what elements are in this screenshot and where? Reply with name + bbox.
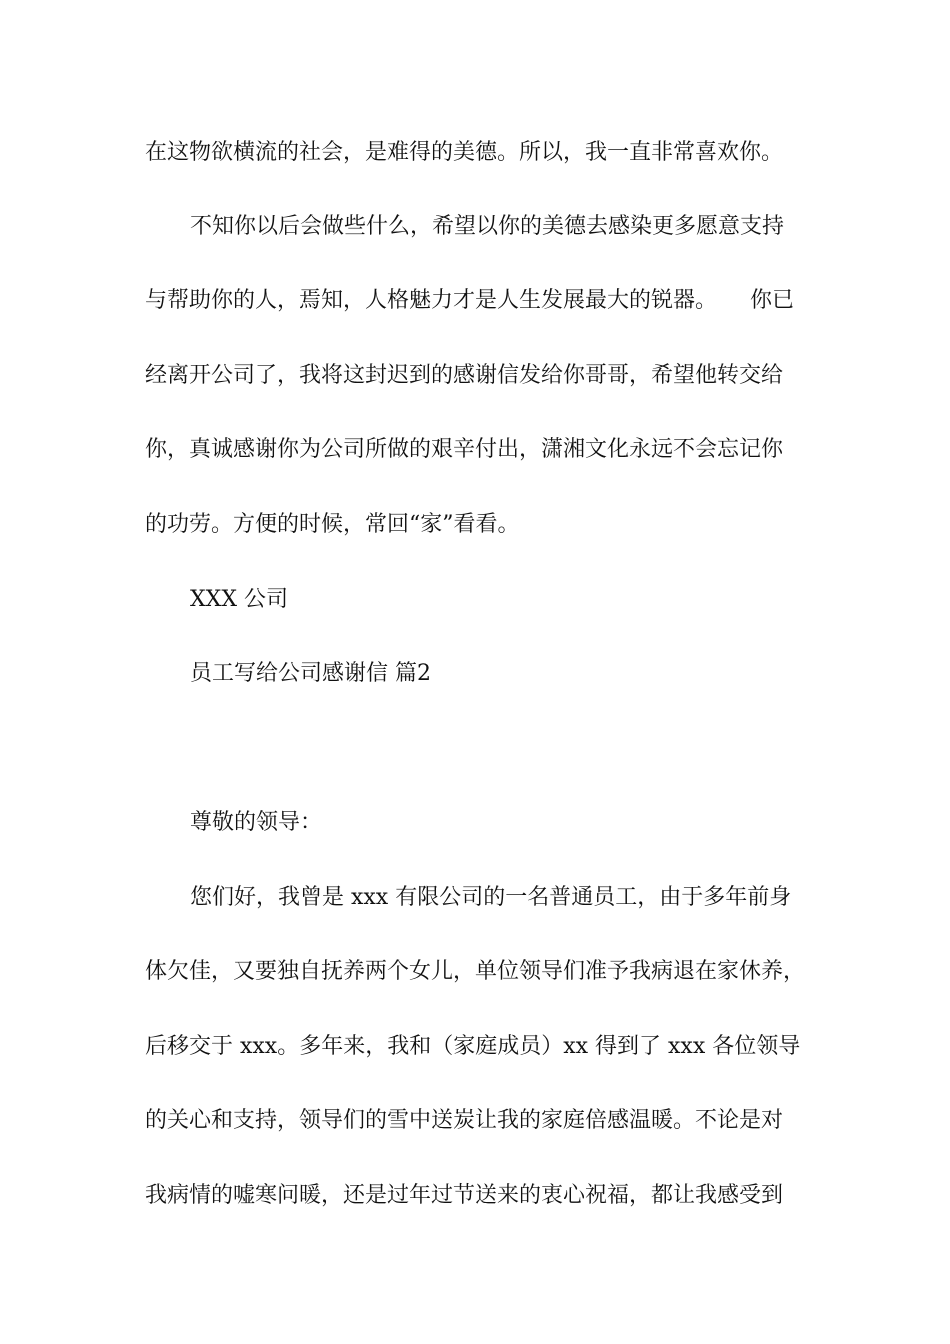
text-line-3: 与帮助你的人，焉知，人格魅力才是人生发展最大的锐器。 你已	[145, 288, 795, 313]
text-line-4: 经离开公司了，我将这封迟到的感谢信发给你哥哥，希望他转交给	[145, 363, 784, 388]
text-line-5: 你，真诚感谢你为公司所做的艰辛付出，潇湘文化永远不会忘记你	[145, 437, 784, 462]
text-line-10: 您们好，我曾是 xxx 有限公司的一名普通员工，由于多年前身	[190, 885, 792, 910]
text-line-6: 的功劳。方便的时候，常回“家”看看。	[145, 512, 520, 537]
text-line-2: 不知你以后会做些什么，希望以你的美德去感染更多愿意支持	[190, 214, 785, 239]
signature-company: XXX 公司	[190, 587, 288, 612]
text-line-14: 我病情的嘘寒问暖，还是过年过节送来的衷心祝福，都让我感受到	[145, 1183, 784, 1208]
text-line-11: 体欠佳，又要独自抚养两个女儿，单位领导们准予我病退在家休养，	[145, 959, 806, 984]
text-line-13: 的关心和支持，领导们的雪中送炭让我的家庭倍感温暖。不论是对	[145, 1108, 784, 1133]
text-line-1: 在这物欲横流的社会，是难得的美德。所以，我一直非常喜欢你。	[145, 140, 784, 165]
salutation: 尊敬的领导：	[190, 810, 323, 835]
section-heading: 员工写给公司感谢信 篇2	[190, 661, 431, 686]
text-line-12: 后移交于 xxx。多年来，我和（家庭成员）xx 得到了 xxx 各位领导	[145, 1034, 801, 1059]
